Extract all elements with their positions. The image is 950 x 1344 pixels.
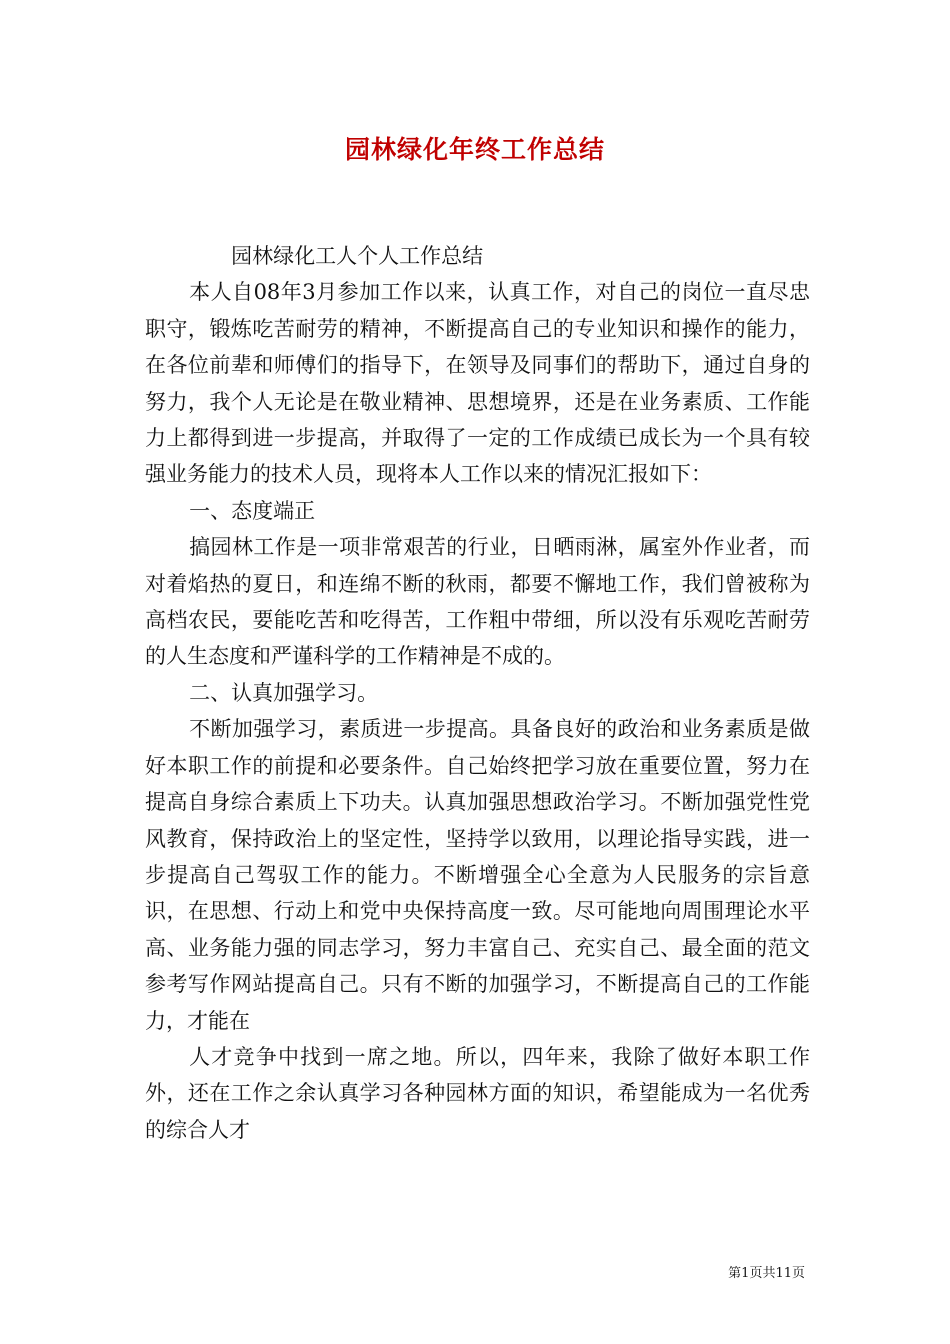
page-number: 第1页共11页 bbox=[728, 1266, 805, 1281]
document-body bbox=[145, 238, 810, 1148]
paragraph-attitude: 搞园林工作是一项非常艰苦的行业，日晒雨淋，属室外作业者，而对着焰热的夏日，和连绵不断的秋雨，都要不懈地工作，我们曾被称为高档农民，要能吃苦和吃得苦，工作粗中带细，所以没有乐观吃苦耐劳的人生态度和严谨科学的工作精神是不成的。 bbox=[145, 535, 810, 669]
document-title: 园林绿化年终工作总结 bbox=[344, 135, 605, 164]
paragraph-talent: 人才竞争中找到一席之地。所以，四年来，我除了做好本职工作外，还在工作之余认真学习各种园林方面的知识，希望能成为一名优秀的综合人才 bbox=[145, 1044, 810, 1142]
paragraph-intro: 本人自08年3月参加工作以来，认真工作，对自己的岗位一直尽忠职守，锻炼吃苦耐劳的精神，不断提高自己的专业知识和操作的能力，在各位前辈和师傅们的指导下，在领导及同事们的帮助下，通过自身的努力，我个人无论是在敬业精神、思想境界，还是在业务素质、工作能力上都得到进一步提高，并取得了一定的工作成绩已成长为一个具有较强业务能力的技术人员，现将本人工作以来的情况汇报如下： bbox=[145, 280, 810, 487]
section-heading-attitude: 一、态度端正 bbox=[189, 498, 316, 523]
document-subtitle: 园林绿化工人个人工作总结 bbox=[231, 244, 484, 268]
paragraph-study: 不断加强学习，素质进一步提高。具备良好的政治和业务素质是做好本职工作的前提和必要条件。自己始终把学习放在重要位置，努力在提高自身综合素质上下功夫。认真加强思想政治学习。不断加强党性党风教育，保持政治上的坚定性，坚持学以致用，以理论指导实践，进一步提高自己驾驭工作的能力。不断增强全心全意为人民服务的宗旨意识，在思想、行动上和党中央保持高度一致。尽可能地向周围理论水平高、业务能力强的同志学习，努力丰富自己、充实自己、最全面的范文参考写作网站提高自己。只有不断的加强学习，不断提高自己的工作能力，才能在 bbox=[145, 717, 810, 1033]
section-heading-study: 二、认真加强学习。 bbox=[189, 680, 379, 705]
